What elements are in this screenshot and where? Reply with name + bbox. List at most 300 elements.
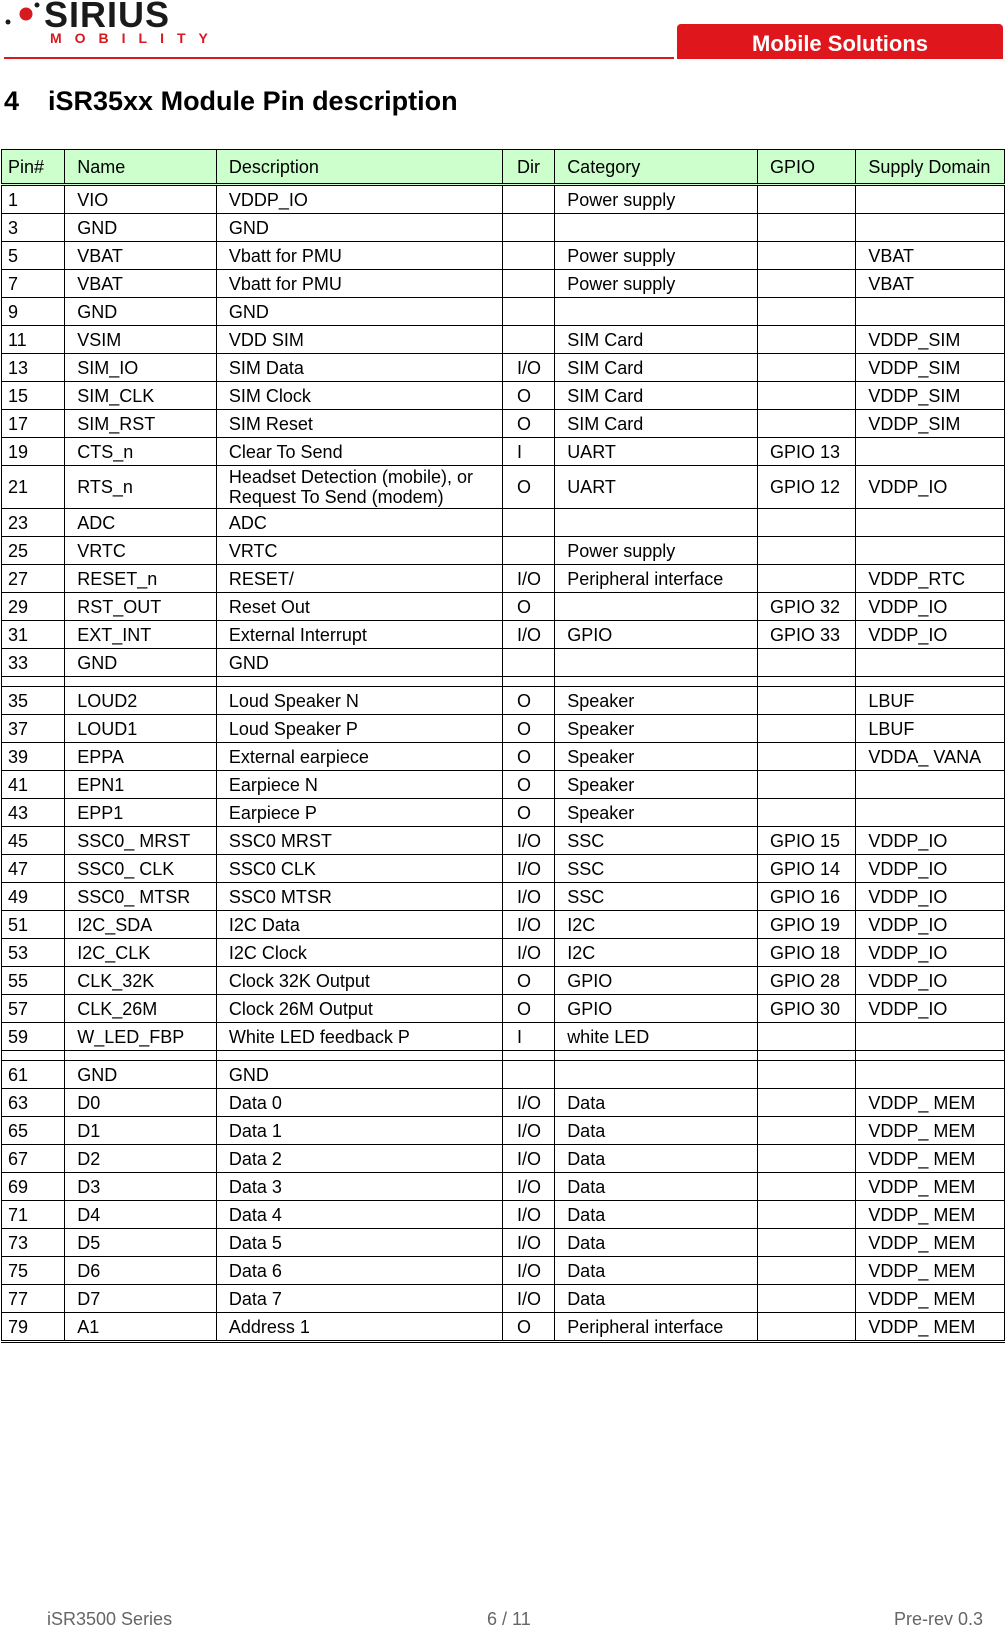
table-cell xyxy=(757,242,855,270)
table-cell: 27 xyxy=(2,565,65,593)
table-cell: D7 xyxy=(65,1285,217,1313)
table-cell: 35 xyxy=(2,687,65,715)
table-cell: Data 3 xyxy=(216,1173,502,1201)
table-cell: O xyxy=(502,687,554,715)
table-cell: 77 xyxy=(2,1285,65,1313)
table-cell: CLK_32K xyxy=(65,967,217,995)
table-cell: VBAT xyxy=(856,242,1005,270)
table-row xyxy=(2,185,1005,214)
table-cell: A1 xyxy=(65,1313,217,1342)
footer-series: iSR3500 Series xyxy=(47,1609,173,1629)
table-cell: D0 xyxy=(65,1089,217,1117)
table-cell xyxy=(757,410,855,438)
table-cell: I/O xyxy=(502,1117,554,1145)
table-cell: 55 xyxy=(2,967,65,995)
column-header: Pin# xyxy=(2,150,65,185)
table-cell: CTS_n xyxy=(65,438,217,466)
table-cell xyxy=(856,298,1005,326)
table-row xyxy=(2,883,1005,911)
table-cell: O xyxy=(502,1313,554,1342)
table-cell xyxy=(856,1061,1005,1089)
table-cell: Data 7 xyxy=(216,1285,502,1313)
table-cell: SSC0_ CLK xyxy=(65,855,217,883)
table-cell xyxy=(502,242,554,270)
table-cell: I xyxy=(502,438,554,466)
table-cell xyxy=(555,509,758,537)
table-cell: 13 xyxy=(2,354,65,382)
logo-word: SIRIUS xyxy=(44,0,171,35)
table-cell: I/O xyxy=(502,1173,554,1201)
table-row xyxy=(2,649,1005,677)
table-cell: I/O xyxy=(502,1201,554,1229)
table-cell: Vbatt for PMU xyxy=(216,242,502,270)
table-cell: GPIO xyxy=(555,967,758,995)
table-cell: VDDP_ MEM xyxy=(856,1089,1005,1117)
table-row xyxy=(2,687,1005,715)
table-cell: Data 4 xyxy=(216,1201,502,1229)
table-cell: Power supply xyxy=(555,537,758,565)
table-cell xyxy=(757,1173,855,1201)
table-cell: 61 xyxy=(2,1061,65,1089)
table-row xyxy=(2,743,1005,771)
table-cell xyxy=(757,1229,855,1257)
table-cell: RESET/ xyxy=(216,565,502,593)
table-row xyxy=(2,593,1005,621)
table-cell xyxy=(502,1061,554,1089)
table-cell: EPN1 xyxy=(65,771,217,799)
table-cell: Loud Speaker N xyxy=(216,687,502,715)
table-cell: Earpiece N xyxy=(216,771,502,799)
table-row xyxy=(2,995,1005,1023)
table-row xyxy=(2,621,1005,649)
table-row xyxy=(2,1089,1005,1117)
header-rule xyxy=(4,57,674,59)
table-cell xyxy=(757,771,855,799)
table-cell: SIM Card xyxy=(555,326,758,354)
table-cell: External Interrupt xyxy=(216,621,502,649)
table-row xyxy=(2,1229,1005,1257)
table-cell xyxy=(2,1051,65,1061)
table-cell: SIM_IO xyxy=(65,354,217,382)
table-cell: SIM Clock xyxy=(216,382,502,410)
table-row xyxy=(2,1257,1005,1285)
table-cell: O xyxy=(502,771,554,799)
table-cell: I/O xyxy=(502,354,554,382)
column-header: GPIO xyxy=(757,150,855,185)
table-cell: I/O xyxy=(502,855,554,883)
table-cell: 75 xyxy=(2,1257,65,1285)
table-cell: GND xyxy=(216,298,502,326)
table-cell: 5 xyxy=(2,242,65,270)
table-cell: D3 xyxy=(65,1173,217,1201)
table-cell: O xyxy=(502,967,554,995)
table-row xyxy=(2,509,1005,537)
table-cell: 39 xyxy=(2,743,65,771)
table-cell: Data xyxy=(555,1117,758,1145)
table-cell: I/O xyxy=(502,939,554,967)
table-row xyxy=(2,827,1005,855)
table-cell: 71 xyxy=(2,1201,65,1229)
table-cell: I/O xyxy=(502,1229,554,1257)
table-cell: VDDP_IO xyxy=(856,967,1005,995)
table-cell: VDDP_SIM xyxy=(856,326,1005,354)
table-cell: VDDP_IO xyxy=(856,883,1005,911)
table-cell xyxy=(757,382,855,410)
column-header: Dir xyxy=(502,150,554,185)
table-cell xyxy=(502,649,554,677)
table-cell: Power supply xyxy=(555,270,758,298)
table-cell: VBAT xyxy=(65,242,217,270)
table-row xyxy=(2,939,1005,967)
table-cell: VDDP_ MEM xyxy=(856,1313,1005,1342)
table-cell: SIM Card xyxy=(555,382,758,410)
table-cell: EXT_INT xyxy=(65,621,217,649)
table-cell xyxy=(856,438,1005,466)
table-cell: SSC xyxy=(555,883,758,911)
table-cell: SSC0_ MRST xyxy=(65,827,217,855)
table-cell xyxy=(757,537,855,565)
table-cell xyxy=(216,1051,502,1061)
table-cell: SIM_RST xyxy=(65,410,217,438)
table-cell: SSC0 MTSR xyxy=(216,883,502,911)
table-cell: LOUD2 xyxy=(65,687,217,715)
table-cell xyxy=(757,1285,855,1313)
table-cell: Data xyxy=(555,1145,758,1173)
table-cell: GPIO 14 xyxy=(757,855,855,883)
table-cell: VDDP_IO xyxy=(856,995,1005,1023)
table-cell: GPIO 12 xyxy=(757,466,855,509)
table-cell: 41 xyxy=(2,771,65,799)
table-cell: Reset Out xyxy=(216,593,502,621)
table-cell: UART xyxy=(555,438,758,466)
table-cell: 47 xyxy=(2,855,65,883)
table-cell: D1 xyxy=(65,1117,217,1145)
table-cell: 67 xyxy=(2,1145,65,1173)
table-cell: SSC xyxy=(555,855,758,883)
table-cell: Address 1 xyxy=(216,1313,502,1342)
table-cell: Data 2 xyxy=(216,1145,502,1173)
table-cell: Power supply xyxy=(555,242,758,270)
column-header: Name xyxy=(65,150,217,185)
table-cell: I2C Clock xyxy=(216,939,502,967)
table-cell xyxy=(757,1201,855,1229)
table-cell xyxy=(856,509,1005,537)
table-row xyxy=(2,1173,1005,1201)
table-cell: GPIO 15 xyxy=(757,827,855,855)
table-row xyxy=(2,1023,1005,1051)
table-cell: Data xyxy=(555,1285,758,1313)
table-cell: D5 xyxy=(65,1229,217,1257)
table-cell xyxy=(757,214,855,242)
table-cell: VDDP_ MEM xyxy=(856,1285,1005,1313)
table-cell: EPPA xyxy=(65,743,217,771)
table-cell: Headset Detection (mobile), or Request To Send (modem) xyxy=(216,466,502,509)
table-cell: VDDP_SIM xyxy=(856,354,1005,382)
table-cell: VRTC xyxy=(216,537,502,565)
column-header: Description xyxy=(216,150,502,185)
table-cell: External earpiece xyxy=(216,743,502,771)
table-cell: 69 xyxy=(2,1173,65,1201)
table-row xyxy=(2,438,1005,466)
table-cell: RTS_n xyxy=(65,466,217,509)
column-header: Category xyxy=(555,150,758,185)
table-row xyxy=(2,677,1005,687)
table-cell: VDDP_IO xyxy=(216,185,502,214)
table-cell xyxy=(757,687,855,715)
table-cell: ADC xyxy=(65,509,217,537)
column-header: Supply Domain xyxy=(856,150,1005,185)
table-cell: VDDP_IO xyxy=(856,939,1005,967)
table-cell: 11 xyxy=(2,326,65,354)
table-row xyxy=(2,1313,1005,1342)
table-cell xyxy=(757,1313,855,1342)
table-cell: 51 xyxy=(2,911,65,939)
table-row xyxy=(2,799,1005,827)
table-cell xyxy=(856,537,1005,565)
table-cell: SIM Card xyxy=(555,354,758,382)
table-cell xyxy=(757,799,855,827)
table-cell xyxy=(502,537,554,565)
table-cell xyxy=(502,677,554,687)
table-cell: O xyxy=(502,995,554,1023)
table-cell: VDDP_ MEM xyxy=(856,1201,1005,1229)
table-cell: Speaker xyxy=(555,771,758,799)
table-row xyxy=(2,1051,1005,1061)
table-cell: I/O xyxy=(502,621,554,649)
table-cell xyxy=(856,771,1005,799)
table-cell: Speaker xyxy=(555,687,758,715)
table-cell: SSC xyxy=(555,827,758,855)
table-cell: I2C_SDA xyxy=(65,911,217,939)
table-cell: white LED xyxy=(555,1023,758,1051)
table-cell xyxy=(757,649,855,677)
table-cell: CLK_26M xyxy=(65,995,217,1023)
table-cell: Peripheral interface xyxy=(555,565,758,593)
table-cell: 1 xyxy=(2,185,65,214)
table-cell: Peripheral interface xyxy=(555,1313,758,1342)
table-cell xyxy=(757,326,855,354)
table-row xyxy=(2,537,1005,565)
table-cell: 23 xyxy=(2,509,65,537)
table-cell xyxy=(757,715,855,743)
table-cell xyxy=(2,677,65,687)
table-cell: GND xyxy=(65,1061,217,1089)
table-cell: 57 xyxy=(2,995,65,1023)
table-cell: O xyxy=(502,743,554,771)
table-cell: Data xyxy=(555,1089,758,1117)
section-title: iSR35xx Module Pin description xyxy=(48,86,458,116)
table-cell xyxy=(502,270,554,298)
table-cell: EPP1 xyxy=(65,799,217,827)
table-cell: 21 xyxy=(2,466,65,509)
table-cell: VIO xyxy=(65,185,217,214)
table-cell: GPIO xyxy=(555,621,758,649)
table-cell: VDDP_SIM xyxy=(856,410,1005,438)
table-cell xyxy=(555,298,758,326)
table-cell: SIM_CLK xyxy=(65,382,217,410)
table-cell: VBAT xyxy=(856,270,1005,298)
table-cell xyxy=(856,1023,1005,1051)
table-row xyxy=(2,1285,1005,1313)
table-cell xyxy=(555,1051,758,1061)
logo-subtitle: MOBILITY xyxy=(50,30,221,46)
table-cell: I/O xyxy=(502,1145,554,1173)
table-cell: LBUF xyxy=(856,687,1005,715)
table-cell: Speaker xyxy=(555,743,758,771)
table-row xyxy=(2,1061,1005,1089)
table-cell xyxy=(757,354,855,382)
table-cell: Earpiece P xyxy=(216,799,502,827)
table-cell: GND xyxy=(65,298,217,326)
table-cell: GPIO 30 xyxy=(757,995,855,1023)
table-cell: I/O xyxy=(502,911,554,939)
table-cell xyxy=(757,1051,855,1061)
table-row xyxy=(2,565,1005,593)
table-cell xyxy=(555,214,758,242)
pin-rows xyxy=(2,185,1005,1342)
table-cell xyxy=(757,1023,855,1051)
table-cell xyxy=(757,185,855,214)
table-cell: VDDP_ MEM xyxy=(856,1145,1005,1173)
table-row xyxy=(2,1117,1005,1145)
table-cell: Clock 32K Output xyxy=(216,967,502,995)
table-cell: O xyxy=(502,466,554,509)
table-cell: D2 xyxy=(65,1145,217,1173)
table-cell: GPIO 28 xyxy=(757,967,855,995)
table-cell: 33 xyxy=(2,649,65,677)
section-number: 4 xyxy=(4,86,20,116)
table-cell: VRTC xyxy=(65,537,217,565)
table-cell xyxy=(757,1117,855,1145)
table-cell: 3 xyxy=(2,214,65,242)
footer-revision: Pre-rev 0.3 xyxy=(893,1609,983,1629)
table-cell: 73 xyxy=(2,1229,65,1257)
table-cell: 43 xyxy=(2,799,65,827)
table-row xyxy=(2,1201,1005,1229)
table-cell: 29 xyxy=(2,593,65,621)
table-row xyxy=(2,382,1005,410)
table-cell xyxy=(502,298,554,326)
table-cell: I/O xyxy=(502,827,554,855)
table-row xyxy=(2,242,1005,270)
table-cell xyxy=(555,649,758,677)
table-cell: VDD SIM xyxy=(216,326,502,354)
table-row xyxy=(2,270,1005,298)
footer-page-number: 6 / 11 xyxy=(487,1609,531,1629)
table-cell: I/O xyxy=(502,1285,554,1313)
table-cell: RESET_n xyxy=(65,565,217,593)
table-cell: 53 xyxy=(2,939,65,967)
table-cell xyxy=(856,799,1005,827)
table-cell: W_LED_FBP xyxy=(65,1023,217,1051)
table-cell xyxy=(757,1145,855,1173)
table-cell: 63 xyxy=(2,1089,65,1117)
table-cell: 65 xyxy=(2,1117,65,1145)
table-cell xyxy=(757,298,855,326)
table-cell xyxy=(856,649,1005,677)
table-cell: I/O xyxy=(502,883,554,911)
table-cell xyxy=(856,1051,1005,1061)
table-cell: GPIO 32 xyxy=(757,593,855,621)
table-cell xyxy=(757,565,855,593)
table-cell: Power supply xyxy=(555,185,758,214)
table-cell: 45 xyxy=(2,827,65,855)
table-cell: O xyxy=(502,715,554,743)
table-cell: SIM Card xyxy=(555,410,758,438)
table-cell: VDDP_ MEM xyxy=(856,1173,1005,1201)
table-cell: SIM Reset xyxy=(216,410,502,438)
table-cell: LBUF xyxy=(856,715,1005,743)
table-cell xyxy=(502,185,554,214)
page-title xyxy=(4,86,458,117)
table-cell: O xyxy=(502,410,554,438)
table-cell: O xyxy=(502,382,554,410)
table-cell: I2C xyxy=(555,939,758,967)
table-cell xyxy=(757,1061,855,1089)
table-cell: VDDP_IO xyxy=(856,855,1005,883)
table-cell xyxy=(555,1061,758,1089)
table-cell: SSC0 CLK xyxy=(216,855,502,883)
table-cell: Clear To Send xyxy=(216,438,502,466)
table-cell xyxy=(856,677,1005,687)
table-row xyxy=(2,715,1005,743)
table-cell: 25 xyxy=(2,537,65,565)
table-cell: GND xyxy=(216,1061,502,1089)
table-cell: Clock 26M Output xyxy=(216,995,502,1023)
table-cell: VDDP_SIM xyxy=(856,382,1005,410)
table-row xyxy=(2,298,1005,326)
table-cell: I xyxy=(502,1023,554,1051)
table-cell: SIM Data xyxy=(216,354,502,382)
table-header-row xyxy=(2,150,1005,185)
table-cell xyxy=(216,677,502,687)
table-cell: O xyxy=(502,799,554,827)
table-cell: SSC0_ MTSR xyxy=(65,883,217,911)
table-cell: White LED feedback P xyxy=(216,1023,502,1051)
table-cell: 49 xyxy=(2,883,65,911)
table-cell: D6 xyxy=(65,1257,217,1285)
table-cell: GPIO xyxy=(555,995,758,1023)
table-row xyxy=(2,911,1005,939)
table-cell xyxy=(555,593,758,621)
table-cell: VDDA_ VANA xyxy=(856,743,1005,771)
table-cell: GPIO 13 xyxy=(757,438,855,466)
table-row xyxy=(2,855,1005,883)
table-cell xyxy=(757,1089,855,1117)
table-cell: SSC0 MRST xyxy=(216,827,502,855)
table-cell: Data 0 xyxy=(216,1089,502,1117)
table-cell: I2C Data xyxy=(216,911,502,939)
table-cell: UART xyxy=(555,466,758,509)
table-cell: GPIO 16 xyxy=(757,883,855,911)
table-cell: I/O xyxy=(502,565,554,593)
table-cell: VBAT xyxy=(65,270,217,298)
table-cell xyxy=(856,214,1005,242)
table-cell: VDDP_RTC xyxy=(856,565,1005,593)
table-cell: I/O xyxy=(502,1089,554,1117)
table-cell xyxy=(757,1257,855,1285)
table-cell: Speaker xyxy=(555,799,758,827)
table-row xyxy=(2,410,1005,438)
table-cell xyxy=(502,1051,554,1061)
table-row xyxy=(2,1145,1005,1173)
table-cell: Data xyxy=(555,1173,758,1201)
table-cell: O xyxy=(502,593,554,621)
table-cell: VDDP_IO xyxy=(856,827,1005,855)
table-cell: ADC xyxy=(216,509,502,537)
table-cell: 19 xyxy=(2,438,65,466)
table-cell: VDDP_IO xyxy=(856,621,1005,649)
